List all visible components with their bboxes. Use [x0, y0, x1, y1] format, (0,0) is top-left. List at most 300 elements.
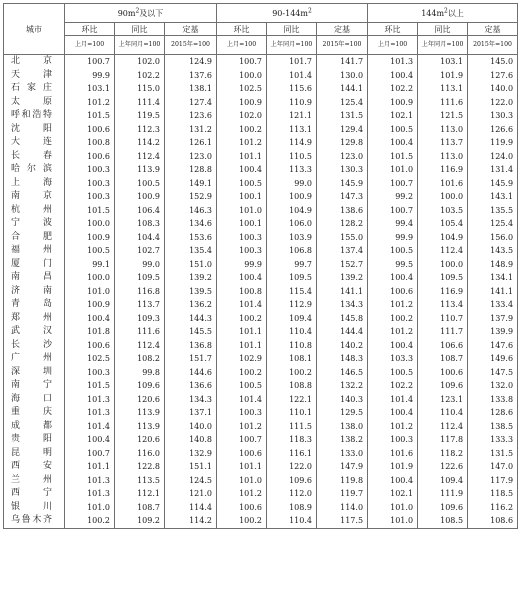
index-value-cell: 139.2: [317, 271, 368, 285]
subheader-mom: 环比: [217, 23, 267, 36]
index-value-cell: 101.2: [217, 487, 267, 501]
index-value-cell: 108.8: [267, 379, 317, 393]
index-value-cell: 103.3: [368, 352, 418, 366]
index-value-cell: 144.3: [165, 312, 217, 326]
index-value-cell: 134.6: [165, 217, 217, 231]
index-value-cell: 108.2: [115, 352, 165, 366]
index-value-cell: 125.4: [317, 96, 368, 110]
city-name-cell: 重庆: [4, 406, 65, 420]
table-row: [4, 460, 518, 474]
index-value-cell: 119.8: [317, 474, 368, 488]
index-value-cell: 133.0: [317, 447, 368, 461]
index-value-cell: 109.6: [267, 474, 317, 488]
index-value-cell: 109.6: [418, 379, 468, 393]
index-value-cell: 113.5: [115, 474, 165, 488]
index-value-cell: 109.4: [418, 474, 468, 488]
group-header-small: $90m^2$及以下: [65, 4, 217, 23]
index-value-cell: 133.3: [468, 433, 518, 447]
index-value-cell: 111.6: [418, 96, 468, 110]
index-value-cell: 100.1: [217, 190, 267, 204]
city-name-cell: 大连: [4, 136, 65, 150]
index-value-cell: 143.5: [468, 244, 518, 258]
index-value-cell: 111.7: [418, 325, 468, 339]
index-value-cell: 100.1: [217, 217, 267, 231]
index-value-cell: 99.0: [115, 258, 165, 272]
table-row: [4, 244, 518, 258]
index-value-cell: 119.7: [317, 487, 368, 501]
table-row: [4, 298, 518, 312]
index-value-cell: 136.2: [165, 298, 217, 312]
index-value-cell: 100.0: [65, 217, 115, 231]
index-value-cell: 108.5: [418, 514, 468, 528]
index-value-cell: 111.4: [115, 96, 165, 110]
index-value-cell: 133.8: [468, 393, 518, 407]
index-value-cell: 101.3: [65, 487, 115, 501]
index-value-cell: 144.6: [165, 366, 217, 380]
index-value-cell: 125.4: [468, 217, 518, 231]
index-value-cell: 101.4: [65, 420, 115, 434]
index-value-cell: 136.8: [165, 339, 217, 353]
table-row: [4, 258, 518, 272]
index-value-cell: 127.6: [468, 69, 518, 83]
index-value-cell: 102.2: [368, 379, 418, 393]
index-value-cell: 101.2: [217, 420, 267, 434]
index-value-cell: 138.5: [468, 420, 518, 434]
index-value-cell: 104.9: [418, 231, 468, 245]
index-value-cell: 100.0: [217, 69, 267, 83]
index-value-cell: 110.4: [418, 406, 468, 420]
index-value-cell: 122.1: [267, 393, 317, 407]
index-value-cell: 132.0: [468, 379, 518, 393]
index-value-cell: 115.4: [267, 285, 317, 299]
index-value-cell: 101.1: [217, 150, 267, 164]
index-value-cell: 123.6: [165, 109, 217, 123]
index-value-cell: 116.2: [468, 501, 518, 515]
index-value-cell: 120.6: [115, 433, 165, 447]
index-value-cell: 104.4: [115, 231, 165, 245]
index-value-cell: 137.9: [468, 312, 518, 326]
index-value-cell: 110.8: [267, 339, 317, 353]
index-value-cell: 113.0: [418, 150, 468, 164]
table-row: [4, 447, 518, 461]
subheader-fixed-base: 定基: [468, 23, 518, 36]
table-row: [4, 69, 518, 83]
index-value-cell: 134.3: [165, 393, 217, 407]
index-value-cell: 138.1: [165, 82, 217, 96]
table-row: [4, 393, 518, 407]
table-row: [4, 150, 518, 164]
index-value-cell: 101.3: [65, 406, 115, 420]
index-value-cell: 136.6: [165, 379, 217, 393]
subheader-mom: 环比: [65, 23, 115, 36]
index-value-cell: 118.3: [267, 433, 317, 447]
index-value-cell: 100.9: [217, 96, 267, 110]
city-name-cell: 银川: [4, 501, 65, 515]
index-value-cell: 118.2: [418, 447, 468, 461]
index-value-cell: 100.6: [65, 150, 115, 164]
index-value-cell: 118.5: [468, 487, 518, 501]
index-value-cell: 146.3: [165, 204, 217, 218]
index-value-cell: 112.0: [267, 487, 317, 501]
index-value-cell: 145.8: [317, 312, 368, 326]
index-value-cell: 101.4: [368, 393, 418, 407]
subheader-yoy: 同比: [115, 23, 165, 36]
index-value-cell: 140.3: [317, 393, 368, 407]
index-value-cell: 101.0: [65, 285, 115, 299]
index-value-cell: 102.1: [368, 487, 418, 501]
base-label-yoy: 上年同月=100: [267, 36, 317, 55]
index-value-cell: 111.9: [418, 487, 468, 501]
table-row: [4, 379, 518, 393]
index-value-cell: 103.5: [418, 204, 468, 218]
index-value-cell: 99.9: [368, 231, 418, 245]
table-row: [4, 487, 518, 501]
table-body: [4, 55, 518, 529]
index-value-cell: 113.7: [115, 298, 165, 312]
index-value-cell: 101.5: [65, 109, 115, 123]
index-value-cell: 152.7: [317, 258, 368, 272]
index-value-cell: 129.5: [317, 406, 368, 420]
index-value-cell: 140.0: [165, 420, 217, 434]
index-value-cell: 112.4: [418, 244, 468, 258]
price-index-table: [3, 3, 518, 529]
index-value-cell: 101.4: [217, 393, 267, 407]
index-value-cell: 131.4: [468, 163, 518, 177]
index-value-cell: 122.0: [267, 460, 317, 474]
index-value-cell: 119.5: [115, 109, 165, 123]
table-row: [4, 96, 518, 110]
index-value-cell: 122.8: [115, 460, 165, 474]
index-value-cell: 101.5: [65, 204, 115, 218]
index-value-cell: 100.3: [217, 244, 267, 258]
table-row: [4, 123, 518, 137]
index-value-cell: 101.0: [368, 163, 418, 177]
city-name-cell: 长沙: [4, 339, 65, 353]
subheader-mom: 环比: [368, 23, 418, 36]
index-value-cell: 108.9: [267, 501, 317, 515]
index-value-cell: 109.6: [418, 501, 468, 515]
index-value-cell: 155.0: [317, 231, 368, 245]
index-value-cell: 137.6: [165, 69, 217, 83]
index-value-cell: 126.1: [165, 136, 217, 150]
index-value-cell: 100.5: [368, 366, 418, 380]
index-value-cell: 100.4: [368, 406, 418, 420]
index-value-cell: 102.0: [217, 109, 267, 123]
index-value-cell: 145.0: [468, 55, 518, 69]
index-value-cell: 114.4: [165, 501, 217, 515]
index-value-cell: 144.4: [317, 325, 368, 339]
index-value-cell: 151.1: [165, 460, 217, 474]
index-value-cell: 106.4: [115, 204, 165, 218]
index-value-cell: 110.1: [267, 406, 317, 420]
index-value-cell: 100.7: [368, 204, 418, 218]
index-value-cell: 137.4: [317, 244, 368, 258]
index-value-cell: 115.6: [267, 82, 317, 96]
index-value-cell: 120.6: [115, 393, 165, 407]
index-value-cell: 102.7: [115, 244, 165, 258]
index-value-cell: 100.4: [368, 136, 418, 150]
index-value-cell: 106.8: [267, 244, 317, 258]
index-value-cell: 99.1: [65, 258, 115, 272]
index-value-cell: 102.9: [217, 352, 267, 366]
index-value-cell: 141.1: [468, 285, 518, 299]
index-value-cell: 137.1: [165, 406, 217, 420]
table-row: [4, 406, 518, 420]
city-name-cell: 郑州: [4, 312, 65, 326]
index-value-cell: 109.2: [115, 514, 165, 528]
index-value-cell: 108.6: [468, 514, 518, 528]
city-name-cell: 石家庄: [4, 82, 65, 96]
index-value-cell: 113.3: [267, 163, 317, 177]
index-value-cell: 139.9: [468, 325, 518, 339]
index-value-cell: 131.5: [317, 109, 368, 123]
index-value-cell: 130.3: [468, 109, 518, 123]
city-name-cell: 合肥: [4, 231, 65, 245]
index-value-cell: 100.3: [368, 433, 418, 447]
index-value-cell: 102.2: [368, 82, 418, 96]
table-row: [4, 474, 518, 488]
index-value-cell: 100.5: [368, 123, 418, 137]
index-value-cell: 147.5: [468, 366, 518, 380]
index-value-cell: 113.9: [115, 163, 165, 177]
city-name-cell: 昆明: [4, 447, 65, 461]
table-row: [4, 271, 518, 285]
index-value-cell: 101.6: [368, 447, 418, 461]
city-name-cell: 深圳: [4, 366, 65, 380]
index-value-cell: 153.6: [165, 231, 217, 245]
index-value-cell: 99.5: [368, 258, 418, 272]
index-value-cell: 102.5: [217, 82, 267, 96]
index-value-cell: 115.0: [115, 82, 165, 96]
index-value-cell: 101.0: [217, 474, 267, 488]
table-row: [4, 136, 518, 150]
index-value-cell: 101.9: [368, 460, 418, 474]
index-value-cell: 100.2: [217, 514, 267, 528]
index-value-cell: 101.5: [368, 150, 418, 164]
index-value-cell: 100.6: [368, 285, 418, 299]
index-value-cell: 100.4: [368, 271, 418, 285]
table-row: [4, 82, 518, 96]
index-value-cell: 145.9: [317, 177, 368, 191]
index-value-cell: 113.0: [418, 123, 468, 137]
table-row: [4, 163, 518, 177]
index-value-cell: 149.1: [165, 177, 217, 191]
index-value-cell: 124.0: [468, 150, 518, 164]
index-value-cell: 113.9: [115, 406, 165, 420]
index-value-cell: 116.9: [418, 163, 468, 177]
index-value-cell: 138.6: [317, 204, 368, 218]
index-value-cell: 151.7: [165, 352, 217, 366]
index-value-cell: 108.7: [418, 352, 468, 366]
index-value-cell: 131.5: [468, 447, 518, 461]
subheader-yoy: 同比: [418, 23, 468, 36]
index-value-cell: 103.1: [418, 55, 468, 69]
city-name-cell: 杭州: [4, 204, 65, 218]
city-name-cell: 济南: [4, 285, 65, 299]
index-value-cell: 102.1: [368, 109, 418, 123]
index-value-cell: 100.7: [65, 447, 115, 461]
index-value-cell: 112.9: [267, 298, 317, 312]
index-value-cell: 123.0: [317, 150, 368, 164]
index-value-cell: 132.9: [165, 447, 217, 461]
city-name-cell: 乌鲁木齐: [4, 514, 65, 528]
index-value-cell: 100.2: [65, 514, 115, 528]
city-name-cell: 青岛: [4, 298, 65, 312]
index-value-cell: 130.3: [317, 163, 368, 177]
index-value-cell: 101.6: [418, 177, 468, 191]
table-row: [4, 204, 518, 218]
index-value-cell: 134.1: [468, 271, 518, 285]
index-value-cell: 117.8: [418, 433, 468, 447]
index-value-cell: 114.2: [165, 514, 217, 528]
index-value-cell: 135.4: [165, 244, 217, 258]
index-value-cell: 100.5: [368, 244, 418, 258]
index-value-cell: 100.6: [65, 339, 115, 353]
table-row: [4, 420, 518, 434]
index-value-cell: 109.4: [267, 312, 317, 326]
index-value-cell: 130.0: [317, 69, 368, 83]
index-value-cell: 117.5: [317, 514, 368, 528]
index-value-cell: 141.1: [317, 285, 368, 299]
index-value-cell: 110.9: [267, 96, 317, 110]
index-value-cell: 122.6: [418, 460, 468, 474]
index-value-cell: 143.1: [468, 190, 518, 204]
city-name-cell: 广州: [4, 352, 65, 366]
base-label-mom: 上月=100: [368, 36, 418, 55]
table-row: [4, 190, 518, 204]
index-value-cell: 100.0: [418, 258, 468, 272]
index-value-cell: 101.0: [217, 204, 267, 218]
index-value-cell: 148.3: [317, 352, 368, 366]
index-value-cell: 100.3: [217, 231, 267, 245]
index-value-cell: 100.4: [368, 69, 418, 83]
index-value-cell: 123.1: [418, 393, 468, 407]
index-value-cell: 144.1: [317, 82, 368, 96]
index-value-cell: 124.5: [165, 474, 217, 488]
index-value-cell: 99.4: [368, 217, 418, 231]
index-value-cell: 132.2: [317, 379, 368, 393]
index-value-cell: 139.5: [165, 285, 217, 299]
index-value-cell: 100.4: [65, 433, 115, 447]
index-value-cell: 110.4: [267, 514, 317, 528]
index-value-cell: 100.4: [217, 163, 267, 177]
city-name-cell: 厦门: [4, 258, 65, 272]
group-header-large: $144m^2$以上: [368, 4, 518, 23]
index-value-cell: 109.5: [267, 271, 317, 285]
table-row: [4, 285, 518, 299]
index-value-cell: 100.3: [217, 406, 267, 420]
city-name-cell: 哈尔滨: [4, 163, 65, 177]
index-value-cell: 101.4: [217, 298, 267, 312]
index-value-cell: 114.9: [267, 136, 317, 150]
index-value-cell: 101.0: [368, 514, 418, 528]
city-name-cell: 兰州: [4, 474, 65, 488]
index-value-cell: 100.9: [368, 96, 418, 110]
index-value-cell: 100.2: [368, 312, 418, 326]
index-value-cell: 101.3: [65, 474, 115, 488]
table-row: [4, 231, 518, 245]
index-value-cell: 100.5: [217, 177, 267, 191]
index-value-cell: 99.0: [267, 177, 317, 191]
index-value-cell: 113.4: [418, 298, 468, 312]
index-value-cell: 129.8: [317, 136, 368, 150]
index-value-cell: 113.1: [267, 123, 317, 137]
index-value-cell: 147.9: [317, 460, 368, 474]
index-value-cell: 102.2: [115, 69, 165, 83]
index-value-cell: 112.4: [115, 150, 165, 164]
base-label-yoy: 上年同月=100: [115, 36, 165, 55]
index-value-cell: 103.1: [65, 82, 115, 96]
index-value-cell: 112.4: [418, 420, 468, 434]
index-value-cell: 100.0: [418, 190, 468, 204]
index-value-cell: 140.0: [468, 82, 518, 96]
index-value-cell: 131.2: [165, 123, 217, 137]
table-row: [4, 325, 518, 339]
index-value-cell: 113.1: [418, 82, 468, 96]
city-name-cell: 南宁: [4, 379, 65, 393]
index-value-cell: 121.0: [165, 487, 217, 501]
price-index-table-container: [3, 3, 517, 529]
table-row: [4, 109, 518, 123]
index-value-cell: 101.1: [65, 460, 115, 474]
index-value-cell: 138.2: [317, 433, 368, 447]
index-value-cell: 119.9: [468, 136, 518, 150]
city-name-cell: 呼和浩特: [4, 109, 65, 123]
base-label-mom: 上月=100: [65, 36, 115, 55]
table-row: [4, 339, 518, 353]
index-value-cell: 114.2: [115, 136, 165, 150]
index-value-cell: 108.1: [267, 352, 317, 366]
index-value-cell: 116.1: [267, 447, 317, 461]
index-value-cell: 145.9: [468, 177, 518, 191]
index-value-cell: 100.6: [217, 501, 267, 515]
index-value-cell: 101.2: [368, 298, 418, 312]
index-value-cell: 99.2: [368, 190, 418, 204]
index-value-cell: 99.9: [65, 69, 115, 83]
index-value-cell: 116.8: [115, 285, 165, 299]
index-value-cell: 140.2: [317, 339, 368, 353]
index-value-cell: 110.5: [267, 150, 317, 164]
index-value-cell: 123.0: [165, 150, 217, 164]
index-value-cell: 111.5: [267, 420, 317, 434]
index-value-cell: 116.0: [115, 447, 165, 461]
index-value-cell: 100.8: [65, 136, 115, 150]
index-value-cell: 100.2: [217, 366, 267, 380]
index-value-cell: 126.6: [468, 123, 518, 137]
table-row: [4, 514, 518, 528]
index-value-cell: 100.6: [65, 123, 115, 137]
index-value-cell: 104.9: [267, 204, 317, 218]
index-value-cell: 106.6: [418, 339, 468, 353]
index-value-cell: 101.5: [65, 379, 115, 393]
index-value-cell: 113.9: [115, 420, 165, 434]
index-value-cell: 106.0: [267, 217, 317, 231]
table-row: [4, 433, 518, 447]
index-value-cell: 105.4: [418, 217, 468, 231]
table-row: [4, 352, 518, 366]
base-label-fixed: 2015年=100: [468, 36, 518, 55]
index-value-cell: 100.6: [418, 366, 468, 380]
index-value-cell: 147.6: [468, 339, 518, 353]
index-value-cell: 133.4: [468, 298, 518, 312]
city-name-cell: 长春: [4, 150, 65, 164]
index-value-cell: 135.5: [468, 204, 518, 218]
index-value-cell: 101.0: [65, 501, 115, 515]
index-value-cell: 100.6: [217, 447, 267, 461]
index-value-cell: 100.9: [65, 298, 115, 312]
city-name-cell: 南京: [4, 190, 65, 204]
index-value-cell: 100.5: [115, 177, 165, 191]
